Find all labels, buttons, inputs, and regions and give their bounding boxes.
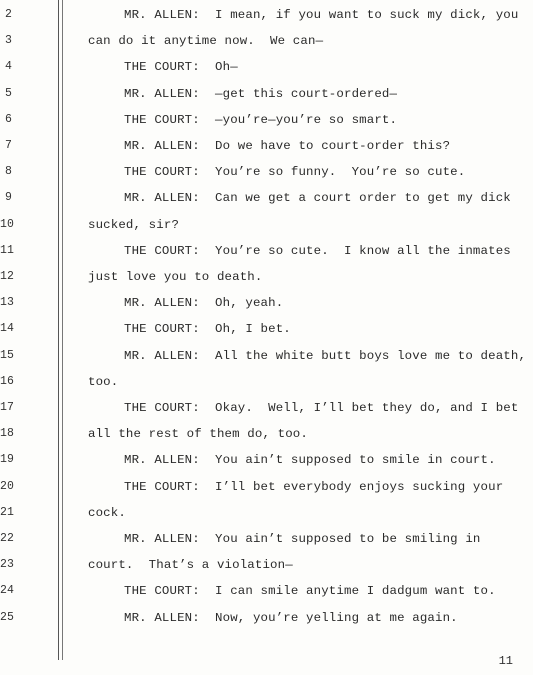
- line-number: 17: [0, 401, 15, 414]
- line-text: MR. ALLEN: All the white butt boys love me to death,: [124, 348, 527, 363]
- transcript-line: [0, 34, 533, 60]
- transcript-line: [0, 139, 533, 165]
- transcript-line: [0, 611, 533, 637]
- line-number: 19: [0, 453, 15, 467]
- line-text: cock.: [88, 505, 126, 520]
- line-text: court. That’s a violation—: [88, 558, 293, 573]
- transcript-line: [0, 113, 533, 139]
- transcript-line: [0, 584, 533, 610]
- line-number: 10: [0, 217, 15, 231]
- line-text: THE COURT: You’re so cute. I know all the inmates: [124, 243, 511, 258]
- line-number: 23: [0, 558, 15, 572]
- line-text: MR. ALLEN: —get this court-ordered—: [124, 86, 398, 101]
- transcript-line: [0, 8, 533, 34]
- transcript-line: [0, 375, 533, 401]
- transcript-line: [0, 218, 533, 244]
- line-number: 4: [4, 60, 12, 74]
- line-text: MR. ALLEN: You ain’t supposed to smile in court.: [124, 453, 496, 468]
- transcript-line: [0, 296, 533, 322]
- line-number: 25: [0, 610, 15, 624]
- transcript-line: [0, 401, 533, 427]
- line-number: 14: [0, 322, 15, 336]
- line-number: 13: [0, 296, 15, 310]
- line-number: 15: [0, 348, 15, 362]
- transcript-line: [0, 558, 533, 584]
- line-number: 3: [4, 34, 12, 48]
- line-text: THE COURT: Okay. Well, I’ll bet they do, and I bet: [124, 401, 519, 415]
- transcript-line: [0, 270, 533, 296]
- transcript-line: [0, 244, 533, 270]
- line-text: MR. ALLEN: You ain’t supposed to be smiling in: [124, 532, 481, 546]
- transcript-line: [0, 427, 533, 453]
- line-text: THE COURT: I’ll bet everybody enjoys sucking your: [124, 479, 504, 494]
- line-number: 7: [4, 139, 12, 152]
- line-text: THE COURT: —you’re—you’re so smart.: [124, 112, 398, 127]
- transcript-line: [0, 453, 533, 479]
- line-number: 5: [4, 86, 12, 100]
- transcript-line: [0, 60, 533, 86]
- line-number: 20: [0, 479, 15, 493]
- line-text: MR. ALLEN: Now, you’re yelling at me again.: [124, 610, 458, 625]
- line-text: THE COURT: I can smile anytime I dadgum want to.: [124, 584, 496, 599]
- transcript-line: [0, 349, 533, 375]
- line-number: 9: [4, 191, 12, 205]
- line-number: 24: [0, 584, 15, 598]
- transcript-line: [0, 87, 533, 113]
- line-number: 16: [0, 374, 15, 388]
- line-number: 6: [4, 112, 12, 126]
- line-text: too.: [88, 374, 119, 389]
- line-text: THE COURT: You’re so funny. You’re so cute.: [124, 165, 466, 180]
- line-number: 12: [0, 270, 15, 283]
- line-text: MR. ALLEN: Do we have to court-order this?: [124, 139, 451, 153]
- transcript-line: [0, 506, 533, 532]
- transcript-line: [0, 322, 533, 348]
- transcript-line: [0, 532, 533, 558]
- line-text: just love you to death.: [88, 270, 263, 284]
- line-text: all the rest of them do, too.: [88, 427, 308, 442]
- line-text: can do it anytime now. We can—: [88, 34, 324, 49]
- page-number: 11: [498, 654, 513, 668]
- line-text: THE COURT: Oh, I bet.: [124, 322, 291, 337]
- line-number: 2: [4, 8, 12, 21]
- line-text: MR. ALLEN: Oh, yeah.: [124, 296, 284, 311]
- line-number: 22: [0, 532, 15, 545]
- line-text: MR. ALLEN: Can we get a court order to get my dick: [124, 191, 511, 206]
- transcript-line: [0, 480, 533, 506]
- line-number: 21: [0, 505, 15, 519]
- transcript-line: [0, 191, 533, 217]
- line-number: 18: [0, 427, 15, 441]
- line-number: 11: [0, 243, 15, 257]
- transcript-line: [0, 165, 533, 191]
- line-text: MR. ALLEN: I mean, if you want to suck my dick, you: [124, 8, 519, 22]
- line-number: 8: [4, 165, 12, 179]
- line-text: THE COURT: Oh—: [124, 60, 238, 75]
- line-text: sucked, sir?: [88, 217, 180, 232]
